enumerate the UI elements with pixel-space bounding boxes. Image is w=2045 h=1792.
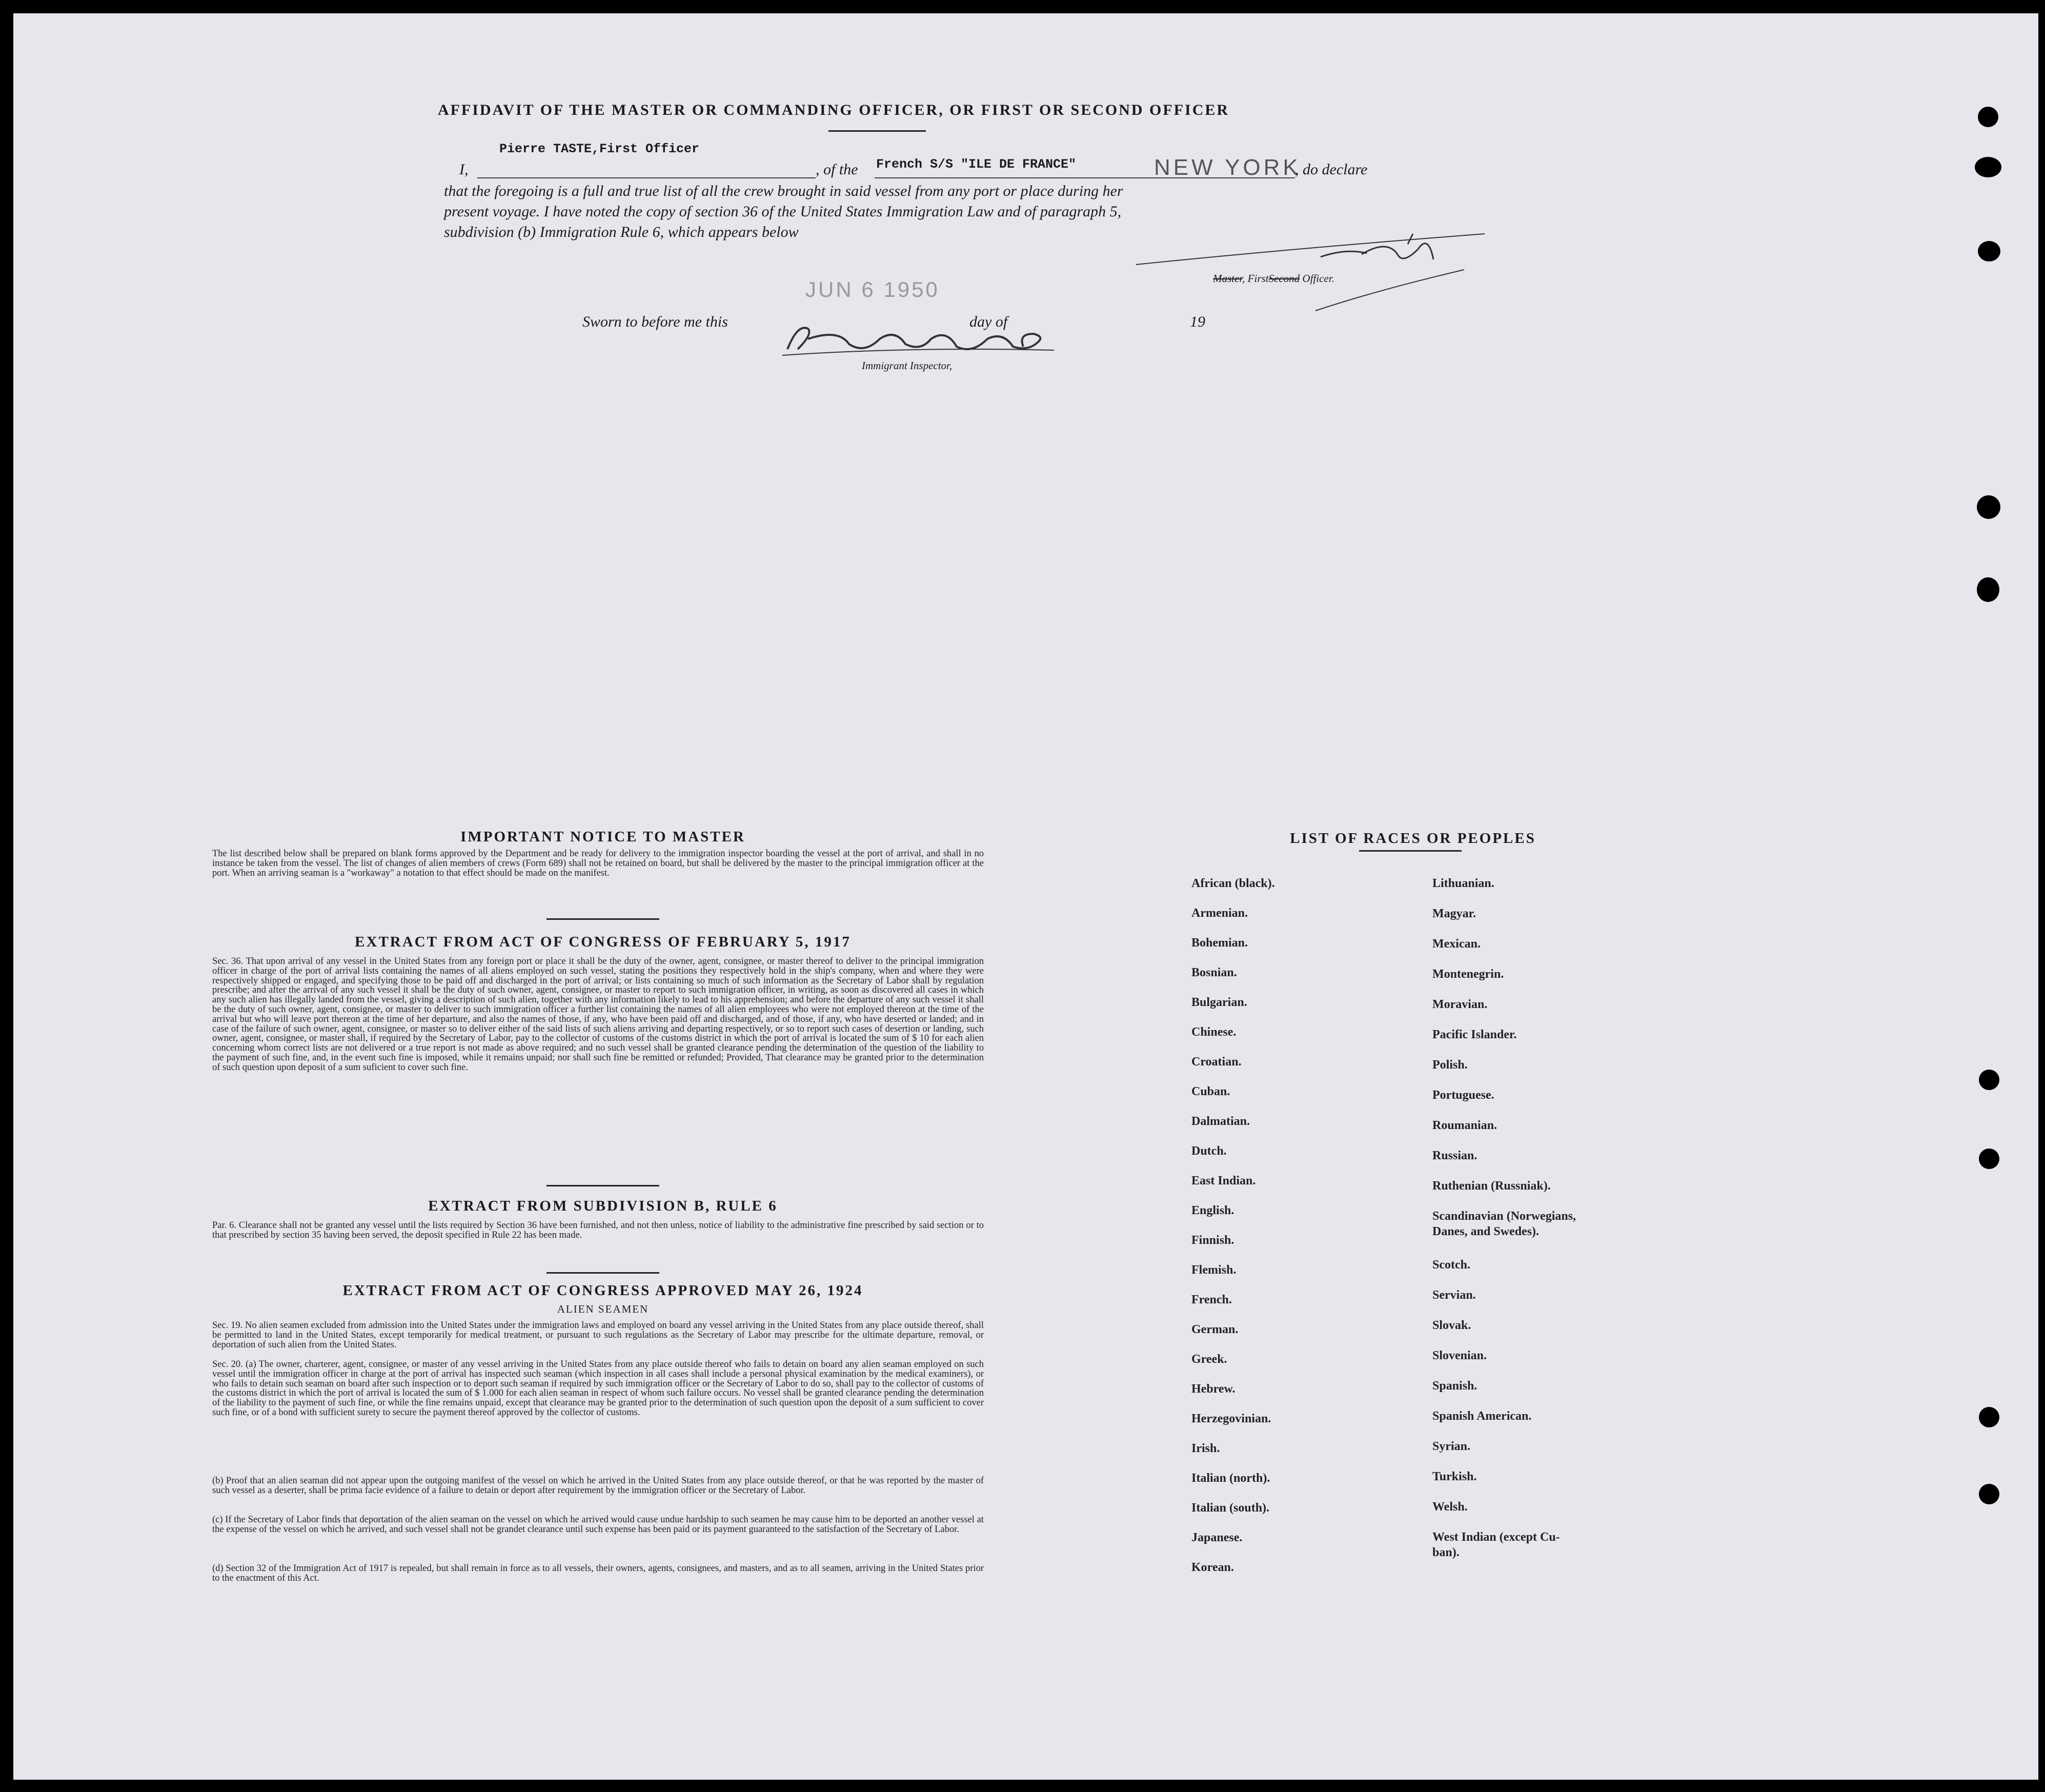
race-entry: Flemish. xyxy=(1191,1263,1237,1277)
punch-hole xyxy=(1979,1484,1999,1504)
extract-1917-title: EXTRACT FROM ACT OF CONGRESS OF FEBRUARY 5, 1917 xyxy=(355,934,851,950)
stamped-port: NEW YORK xyxy=(1154,155,1301,180)
race-entry: Syrian. xyxy=(1432,1440,1471,1453)
extract-1924-sec20b: (b) Proof that an alien seaman did not appear upon the outgoing manifest of the vessel on which he arrived in the United States from any place outside thereof, or that he was reported by the master of such vessel as a deserter, shall be prima facie evidence of a failure to detain or deport after requirement by the immigration officer or the Secretary of Labor. xyxy=(212,1476,984,1496)
race-entry: Irish. xyxy=(1191,1442,1220,1455)
race-entry: Armenian. xyxy=(1191,907,1248,920)
typed-ship-name: French S/S "ILE DE FRANCE" xyxy=(876,157,1077,172)
race-entry: Servian. xyxy=(1432,1288,1476,1302)
race-entry: Japanese. xyxy=(1191,1531,1243,1544)
affidavit-title-rule xyxy=(828,130,926,132)
race-entry: Polish. xyxy=(1432,1058,1468,1072)
race-entry: Portuguese. xyxy=(1432,1089,1494,1102)
race-entry: Herzegovinian. xyxy=(1191,1412,1271,1425)
race-entry: Croatian. xyxy=(1191,1055,1242,1069)
race-entry: Ruthenian (Russniak). xyxy=(1432,1179,1551,1193)
alien-seamen-subtitle: ALIEN SEAMEN xyxy=(557,1303,649,1315)
race-entry: English. xyxy=(1191,1204,1234,1217)
race-entry: Dutch. xyxy=(1191,1144,1227,1158)
notice-text: The list described below shall be prepared on blank forms approved by the Department and be ready for delivery to the immigration inspector boarding the vessel at the port of arrival, and shall in no instance be taken from the vessel. The list of changes of alien members of crews (Form 689) shall not be retained on board, but shall be delivered by the master to the principal immigration officer at the port. When an arriving seaman is a "workaway" a notation to that effect should be made on the manifest. xyxy=(212,849,984,878)
race-entry: Italian (north). xyxy=(1191,1472,1270,1485)
rule6-title: EXTRACT FROM SUBDIVISION B, RULE 6 xyxy=(428,1198,778,1214)
year-text: 19 xyxy=(1190,313,1205,330)
inspector-label: Immigrant Inspector, xyxy=(862,359,953,372)
race-entry: Russian. xyxy=(1432,1149,1477,1162)
race-entry: Moravian. xyxy=(1432,998,1488,1011)
race-entry: Roumanian. xyxy=(1432,1119,1497,1132)
race-entry: Korean. xyxy=(1191,1561,1234,1574)
race-entry: German. xyxy=(1191,1323,1239,1336)
race-entry: African (black). xyxy=(1191,877,1275,890)
race-entry: Spanish. xyxy=(1432,1379,1477,1393)
race-entry: Magyar. xyxy=(1432,907,1476,920)
typed-officer-name: Pierre TASTE,First Officer xyxy=(499,142,700,156)
affidavit-line-3: present voyage. I have noted the copy of section 36 of the United States Immigration Law and of paragraph 5, xyxy=(444,203,1122,220)
extract-1917-text: Sec. 36. That upon arrival of any vessel in the United States from any foreign port or place it shall be the duty of the owner, agent, consignee, or master thereof to deliver to the principal immigration officer in charge of the port of arrival lists containing the names of all aliens employed on such vessel, stating the positions they respectively hold in the ship's company, when and where they were respectively shipped or engaged, and specifying those to be paid off and discharged in the port of arrival; or lists containing so much of such information as the Secretary of Labor shall by regulation prescribe; and after the arrival of any such vessel it shall be the duty of such owner, agent, consignee, or master to report to such immigration officer, in writing, as soon as discovered all cases in which any such alien has illegally landed from the vessel, giving a description of such alien, together with any information likely to lead to his apprehension; and before the departure of any such vessel it shall be the duty of such owner, agent, consignee, or master to deliver to such immigration officer a further list containing the names of all alien employees who were not employed thereon at the time of the arrival but who will leave port thereon at the time of her departure, and also the names of those, if any, who have been paid off and discharged, and of those, if any, who have deserted or landed; and in case of the failure of such owner, agent, consignee, or master so to deliver either of the said lists of such aliens arriving and departing respectively, or so to report such cases of desertion or landing, such owner, agent, consignee, or master shall, if required by the Secretary of Labor, pay to the collector of customs of the customs district in which the port of arrival is located the sum of $ 10 for each alien concerning whom correct lists are not delivered or a true report is not made as above required; and no such vessel shall be granted clearance pending the determination of the question of the liability to the payment of such fine, and, in the event such fine is imposed, while it remains unpaid; nor shall such fine be remitted or refunded; Provided, That clearance may be granted prior to the determination of such question upon deposit of a sum suficient to cover such fine. xyxy=(212,956,984,1073)
rule6-text: Par. 6. Clearance shall not be granted any vessel until the lists required by Section 36 have been furnished, and not then unless, notice of liability to the administrative fine prescribed by said section or to that prescribed by section 35 having been served, the deposit specified in Rule 22 has been made. xyxy=(212,1220,984,1240)
race-entry: Bosnian. xyxy=(1191,966,1237,979)
struck-master: Master xyxy=(1213,272,1243,285)
race-entry: Hebrew. xyxy=(1191,1382,1236,1396)
affidavit-line-2: that the foregoing is a full and true list of all the crew brought in said vessel from any port or place during her xyxy=(444,183,1123,199)
rule6-rule xyxy=(546,1272,659,1274)
notice-title: IMPORTANT NOTICE TO MASTER xyxy=(460,829,745,845)
date-stamp: JUN 6 1950 xyxy=(805,277,940,301)
race-entry: Montenegrin. xyxy=(1432,968,1504,981)
punch-hole xyxy=(1978,107,1998,127)
race-entry: Scotch. xyxy=(1432,1258,1470,1272)
punch-hole xyxy=(1977,495,2000,519)
races-rule xyxy=(1359,850,1462,852)
affidavit-title: AFFIDAVIT OF THE MASTER OR COMMANDING OFFICER, OR FIRST OR SECOND OFFICER xyxy=(437,102,1230,118)
extract-1924-sec19: Sec. 19. No alien seamen excluded from admission into the United States under the immigration laws and employed on board any vessel arriving in the United States from any place outside thereof, shall be permitted to land in the United States, except temporarily for medical treatment, or pursuant to such regulations as the Secretary of Labor may prescribe for the ultimate departure, removal, or deportation of such alien from the United States. xyxy=(212,1320,984,1350)
extract-1924-title: EXTRACT FROM ACT OF CONGRESS APPROVED MAY 26, 1924 xyxy=(342,1282,863,1299)
race-entry: Chinese. xyxy=(1191,1025,1237,1039)
race-entry: Bulgarian. xyxy=(1191,996,1247,1009)
affidavit-line-4: subdivision (b) Immigration Rule 6, which appears below xyxy=(444,224,799,240)
race-entry: Cuban. xyxy=(1191,1085,1230,1098)
races-title: LIST OF RACES OR PEOPLES xyxy=(1290,830,1536,847)
punch-hole xyxy=(1975,157,2001,177)
race-entry: Lithuanian. xyxy=(1432,877,1494,890)
extract-1924-sec20a: Sec. 20. (a) The owner, charterer, agent, consignee, or master of any vessel arriving in the United States from any place outside thereof who fails to detain on board any alien seaman employed on such vessel until the immigration officer in charge at the port of arrival has inspected such seaman (which inspection in all cases shall include a personal physical examination by the medical examiners), or who fails to detain such seaman on board after such inspection or to deport such seaman if required by such immigration officer or the Secretary of Labor to do so, shall pay to the collector of customs of the customs district in which the port of arrival is located the sum of $ 1.000 for each alien seaman in respect of whom such failure occurs. No vessel shall be granted clearance pending the determination of the liability to the payment of such fine, or while the fine remains unpaid, except that clearance may be granted prior to the determination of such question upon the deposit of a sum sufficient to cover such fine, or of a bond with sufficient surety to secure the payment thereof approved by the collector of customs. xyxy=(212,1359,984,1418)
race-entry: West Indian (except Cu- ban). xyxy=(1432,1531,1560,1559)
affidavit-i: I, xyxy=(459,161,469,178)
race-entry: Spanish American. xyxy=(1432,1410,1532,1423)
day-of-text: day of xyxy=(969,313,1008,330)
punch-hole xyxy=(1979,1070,1999,1090)
extract-1917-rule xyxy=(546,1185,659,1186)
race-entry: Mexican. xyxy=(1432,937,1481,951)
inspector-signature xyxy=(777,318,1064,365)
punch-hole xyxy=(1979,1149,1999,1169)
race-entry: Welsh. xyxy=(1432,1500,1468,1514)
officer-first: , First xyxy=(1242,272,1269,285)
punch-hole xyxy=(1979,1407,1999,1427)
race-entry: Italian (south). xyxy=(1191,1501,1270,1515)
race-entry: Finnish. xyxy=(1191,1234,1234,1247)
document-page xyxy=(13,13,2038,1780)
struck-second: Second xyxy=(1268,272,1300,285)
punch-hole xyxy=(1978,241,2000,261)
race-entry: Greek. xyxy=(1191,1353,1227,1366)
officer-title-line xyxy=(1213,272,1334,285)
race-entry: Slovak. xyxy=(1432,1319,1471,1332)
punch-hole xyxy=(1977,577,1999,602)
officer-suffix: Officer. xyxy=(1302,272,1334,285)
race-entry: East Indian. xyxy=(1191,1174,1256,1187)
extract-1924-sec20d: (d) Section 32 of the Immigration Act of 1917 is repealed, but shall remain in force as to all vessels, their owners, agents, consignees, and masters, and as to all seamen, arriving in the United States prior to the enactment of this Act. xyxy=(212,1563,984,1583)
race-entry: Dalmatian. xyxy=(1191,1115,1250,1128)
affidavit-do-declare: , do declare xyxy=(1295,161,1368,178)
race-entry: Scandinavian (Norwegians, Danes, and Swedes). xyxy=(1432,1210,1576,1238)
name-blank-line xyxy=(477,177,816,178)
notice-rule xyxy=(546,918,659,920)
affidavit-of-the: , of the xyxy=(816,161,858,178)
sworn-text: Sworn to before me this xyxy=(582,313,728,330)
race-entry: Pacific Islander. xyxy=(1432,1028,1517,1041)
race-entry: Bohemian. xyxy=(1191,936,1248,950)
extract-1924-sec20c: (c) If the Secretary of Labor finds that deportation of the alien seaman on the vessel on which he arrived would cause undue hardship to such seamen he may cause him to be deported an another vessel at the expense of the vessel on which he arrived, and such vessel shall not be grandet clearance until such expense has been paid or its payment guaranteed to the satisfaction of the Secretary of Labor. xyxy=(212,1515,984,1535)
race-entry: Slovenian. xyxy=(1432,1349,1487,1362)
race-entry: French. xyxy=(1191,1293,1232,1306)
race-entry: Turkish. xyxy=(1432,1470,1477,1483)
